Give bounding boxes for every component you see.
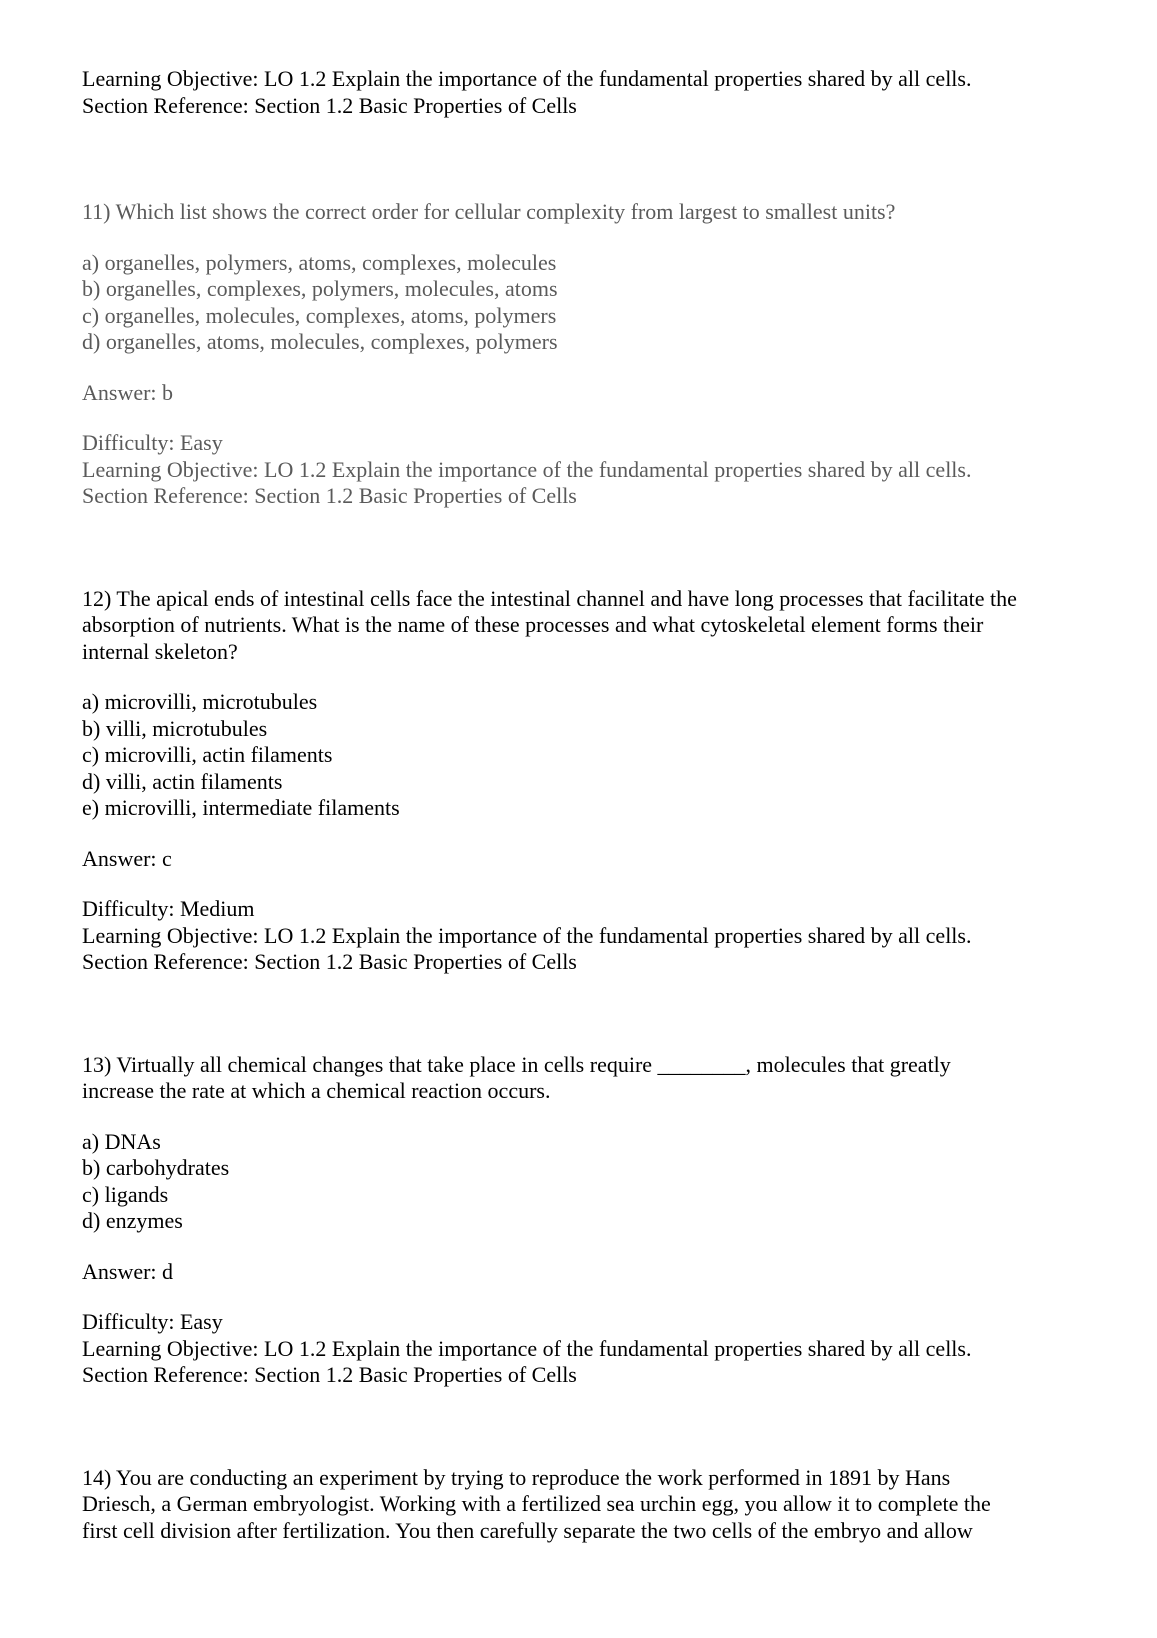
question-14 xyxy=(82,1465,1092,1545)
question-stem: 13) Virtually all chemical changes that take place in cells require ________, molecules that greatly xyxy=(82,1051,951,1077)
answer-option: d) enzymes xyxy=(82,1208,183,1233)
answer-option: c) ligands xyxy=(82,1181,169,1207)
learning-objective: Learning Objective: LO 1.2 Explain the importance of the fundamental properties shared by all cells. xyxy=(82,922,972,948)
answer-key: Answer: b xyxy=(82,379,174,405)
answer-option: c) microvilli, actin filaments xyxy=(82,742,333,767)
question-stem: first cell division after fertilization. You then carefully separate the two cells of the embryo and allow xyxy=(82,1517,973,1543)
difficulty: Difficulty: Easy xyxy=(82,430,223,455)
answer-option: d) organelles, atoms, molecules, complexes, polymers xyxy=(82,329,558,354)
question-11 xyxy=(82,199,1092,510)
answer-option: b) organelles, complexes, polymers, molecules, atoms xyxy=(82,276,558,301)
document-page xyxy=(82,66,1092,1544)
learning-objective: Learning Objective: LO 1.2 Explain the importance of the fundamental properties shared by all cells. xyxy=(82,66,972,91)
difficulty: Difficulty: Medium xyxy=(82,896,255,921)
answer-option: c) organelles, molecules, complexes, atoms, polymers xyxy=(82,302,557,328)
question-13 xyxy=(82,1052,1092,1389)
question-stem: 14) You are conducting an experiment by trying to reproduce the work performed in 1891 by Hans xyxy=(82,1464,951,1490)
spacer xyxy=(82,119,1092,199)
answer-option: a) organelles, polymers, atoms, complexes, molecules xyxy=(82,249,557,275)
section-reference: Section Reference: Section 1.2 Basic Properties of Cells xyxy=(82,1362,577,1387)
question-12 xyxy=(82,586,1092,976)
question-stem: absorption of nutrients. What is the name of these processes and what cytoskeletal element forms their xyxy=(82,612,984,637)
difficulty: Difficulty: Easy xyxy=(82,1309,223,1334)
answer-key: Answer: c xyxy=(82,845,172,871)
answer-option: b) villi, microtubules xyxy=(82,715,268,741)
answer-option: d) villi, actin filaments xyxy=(82,768,283,794)
question-stem: internal skeleton? xyxy=(82,638,238,664)
learning-objective: Learning Objective: LO 1.2 Explain the importance of the fundamental properties shared by all cells. xyxy=(82,1335,972,1361)
question-stem: 12) The apical ends of intestinal cells face the intestinal channel and have long processes that facilitate the xyxy=(82,585,1017,611)
answer-option: e) microvilli, intermediate filaments xyxy=(82,795,400,820)
section-reference: Section Reference: Section 1.2 Basic Properties of Cells xyxy=(82,949,577,974)
spacer xyxy=(82,976,1092,1052)
answer-option: a) DNAs xyxy=(82,1128,161,1154)
spacer xyxy=(82,1389,1092,1465)
spacer xyxy=(82,510,1092,586)
answer-key: Answer: d xyxy=(82,1258,174,1284)
top-metadata xyxy=(82,66,1092,119)
learning-objective: Learning Objective: LO 1.2 Explain the importance of the fundamental properties shared by all cells. xyxy=(82,456,972,482)
question-stem: 11) Which list shows the correct order for cellular complexity from largest to smallest units? xyxy=(82,199,896,224)
question-stem: Driesch, a German embryologist. Working with a fertilized sea urchin egg, you allow it to complete the xyxy=(82,1491,991,1516)
answer-option: b) carbohydrates xyxy=(82,1155,230,1180)
section-reference: Section Reference: Section 1.2 Basic Properties of Cells xyxy=(82,92,577,118)
section-reference: Section Reference: Section 1.2 Basic Properties of Cells xyxy=(82,483,577,508)
question-stem: increase the rate at which a chemical reaction occurs. xyxy=(82,1078,551,1103)
answer-option: a) microvilli, microtubules xyxy=(82,689,318,714)
